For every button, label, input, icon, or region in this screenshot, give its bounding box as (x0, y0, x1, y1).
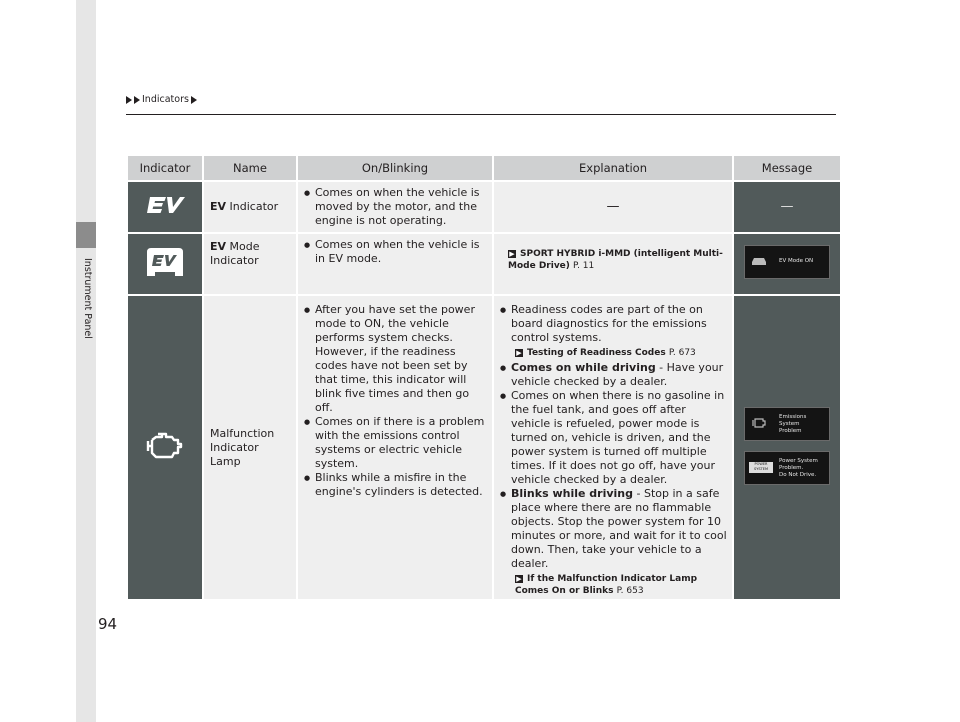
explanation-bold: Blinks while driving (511, 487, 633, 500)
name-cell (204, 234, 296, 296)
breadcrumb-text: Indicators (142, 94, 189, 105)
header-indicator: Indicator (128, 156, 202, 182)
table-row (128, 296, 840, 599)
breadcrumb-arrow-icon (126, 96, 132, 104)
check-engine-icon (751, 417, 767, 429)
header-rule (126, 114, 836, 115)
reference-arrow-icon: ▶ (509, 250, 515, 258)
reference-page: P. 673 (668, 348, 696, 358)
reference-page: P. 11 (573, 261, 595, 271)
explanation-bold: Comes on while driving (511, 361, 656, 374)
breadcrumb (126, 94, 197, 105)
message-screen (744, 407, 830, 441)
list-item: ● After you have set the power mode to ON, the vehicle performs system checks. However, if the readiness codes have not been set by that time, this indicator will blink five times and then go off. (304, 303, 488, 415)
ev-mode-indicator-icon (145, 246, 185, 278)
list-item: ● Comes on if there is a problem with the emissions control systems or electric vehicle system. (304, 415, 488, 471)
list-item: ● Comes on when the vehicle is in EV mode. (304, 238, 488, 266)
table-row (128, 182, 840, 234)
reference-arrow-icon: ▶ (516, 575, 522, 583)
message-screen-text: Emissions System Problem (779, 413, 807, 434)
explanation-text: - Stop in a safe place where there are no flammable objects. Stop the power system for 10 minutes or more, and wait for it to cool down. Then, take your vehicle to a dealer. (511, 487, 727, 570)
message-screen (744, 245, 830, 279)
name-cell: Malfunction Indicator Lamp (204, 296, 296, 599)
list-item: ● Comes on when there is no gasoline in the fuel tank, and goes off after vehicle is refueled, power mode is turned on, vehicle is driven, and the power system is turned off multiple times. If it does not go off, have your vehicle checked by a dealer. (500, 389, 728, 487)
cross-reference[interactable] (511, 573, 728, 597)
name-bold: EV (210, 240, 227, 253)
name-bold: EV (210, 200, 227, 213)
explanation-cell (494, 296, 732, 599)
indicator-cell (128, 234, 202, 296)
message-screen (744, 451, 830, 485)
name-text: Mode Indicator (210, 240, 260, 267)
indicator-cell (128, 182, 202, 234)
indicator-cell (128, 296, 202, 599)
on-blinking-cell (298, 234, 492, 296)
message-cell: — (734, 182, 840, 234)
reference-page: P. 653 (616, 586, 644, 596)
list-item (500, 303, 728, 359)
power-system-badge: POWER SYSTEM (749, 462, 773, 473)
ev-indicator-icon (142, 193, 188, 217)
sidebar-section-label: Instrument Panel (82, 258, 93, 339)
check-engine-icon (145, 432, 185, 460)
table-row (128, 234, 840, 296)
car-icon (751, 255, 767, 267)
name-text: Indicator (226, 200, 279, 213)
explanation-text: - Have your vehicle checked by a dealer. (511, 361, 724, 388)
reference-title: Testing of Readiness Codes (527, 348, 666, 358)
on-blinking-cell (298, 182, 492, 234)
list-item (500, 487, 728, 597)
on-blinking-cell (298, 296, 492, 599)
list-item: ● Comes on when the vehicle is moved by the motor, and the engine is not operating. (304, 186, 488, 228)
reference-arrow-icon: ▶ (516, 349, 522, 357)
explanation-cell (494, 234, 732, 296)
message-screen-text: Power System Problem. Do Not Drive. (779, 457, 818, 478)
reference-title: If the Malfunction Indicator Lamp Comes On or Blinks (515, 574, 698, 596)
reference-title: SPORT HYBRID i-MMD (intelligent Multi-Mode Drive) (508, 249, 723, 271)
page-number: 94 (98, 615, 118, 633)
header-name: Name (204, 156, 296, 182)
list-item (500, 361, 728, 389)
sidebar-section-tab (76, 222, 96, 248)
breadcrumb-arrow-icon (134, 96, 140, 104)
message-cell (734, 234, 840, 296)
name-cell (204, 182, 296, 234)
explanation-text: Readiness codes are part of the on board diagnostics for the emissions control systems. (511, 303, 707, 344)
header-on-blinking: On/Blinking (298, 156, 492, 182)
cross-reference[interactable] (511, 347, 728, 359)
indicator-table (126, 156, 842, 599)
explanation-cell: — (494, 182, 732, 234)
cross-reference[interactable] (494, 248, 732, 272)
breadcrumb-arrow-icon (191, 96, 197, 104)
list-item: ● Blinks while a misfire in the engine's cylinders is detected. (304, 471, 488, 499)
header-explanation: Explanation (494, 156, 732, 182)
header-message: Message (734, 156, 840, 182)
message-cell (734, 296, 840, 599)
message-screen-text: EV Mode ON (779, 258, 814, 264)
